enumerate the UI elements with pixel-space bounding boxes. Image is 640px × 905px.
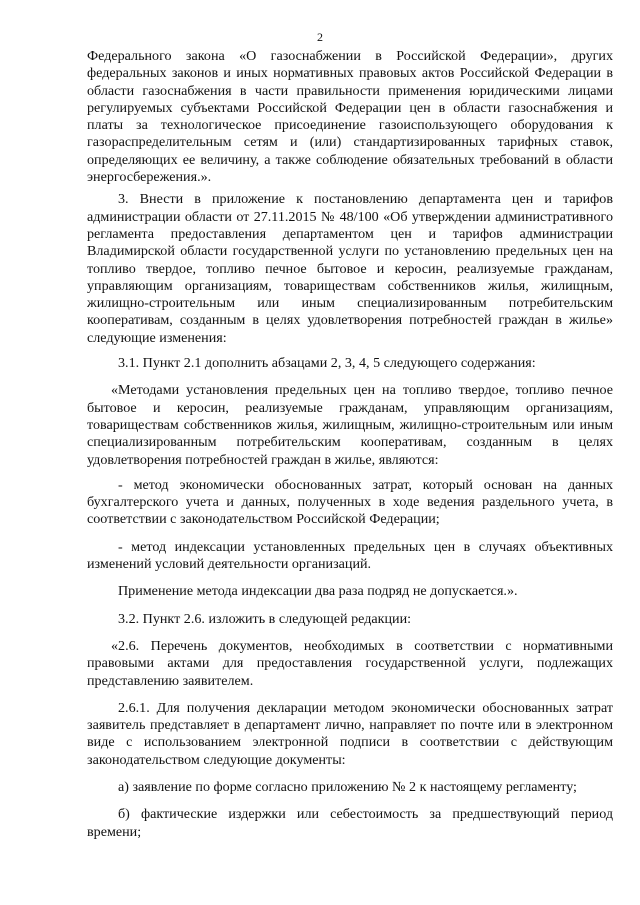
- paragraph-item-2-6: «2.6. Перечень документов, необходимых в соответствии с нормативными правовыми актами для предоставления государственной услуги, подлежащих представлению заявителем.: [87, 637, 613, 689]
- paragraph-law-continuation: Федерального закона «О газоснабжении в Российской Федерации», других федеральных законов и иных нормативных правовых актов Российской Федерации в области газоснабжения в части правильности применения юридическими лицами регулируемых субъектами Российской Федерации цен в области газоснабжения и платы за технологическое присоединение газоиспользующего оборудования к газораспределительным сетям и (или) стандартизированных тарифных ставок, определяющих ее величину, а также соблюдение обязательных требований в области энергосбережения.».: [87, 48, 613, 186]
- paragraph-methods-quote: «Методами установления предельных цен на топливо твердое, топливо печное бытовое и керосин, реализуемые гражданам, управляющим организациям, товариществам собственников жилья, жилищным, жилищно-строительным или иным специализированным потребительским кооперативам, созданным в целях удовлетворения потребностей граждан в жилье, являются:: [87, 382, 613, 468]
- paragraph-item-3-1: 3.1. Пункт 2.1 дополнить абзацами 2, 3, 4, 5 следующего содержания:: [118, 355, 536, 372]
- paragraph-item-3: 3. Внести в приложение к постановлению департамента цен и тарифов администрации области от 27.11.2015 № 48/100 «Об утверждении административного регламента предоставления департаментом цен и тарифов администрации Владимирской области государственной услуги по установлению предельных цен на топливо твердое, топливо печное бытовое и керосин, реализуемые гражданам, управляющим организациям, товариществам собственников жилья, жилищным, жилищно-строительным или иным специализированным потребительским кооперативам, созданным в целях удовлетворения потребностей граждан в жилье» следующие изменения:: [87, 191, 613, 346]
- page-number: 2: [317, 30, 323, 44]
- document-body: [87, 48, 613, 841]
- paragraph-indexation-restriction: Применение метода индексации два раза подряд не допускается.».: [118, 583, 518, 600]
- paragraph-item-3-2: 3.2. Пункт 2.6. изложить в следующей редакции:: [118, 610, 412, 627]
- paragraph-method-economic: - метод экономически обоснованных затрат, который основан на данных бухгалтерского учета и данных, полученных в ходе ведения раздельного учета, в соответствии с законодательством Российской Федерации;: [87, 476, 613, 528]
- paragraph-subitem-b: б) фактические издержки или себестоимость за предшествующий период времени;: [87, 806, 613, 840]
- paragraph-item-2-6-1: 2.6.1. Для получения декларации методом экономически обоснованных затрат заявитель представляет в департамент лично, направляет по почте или в электронном виде с использованием электронной подписи в соответствии с действующим законодательством следующие документы:: [87, 699, 613, 768]
- paragraph-method-indexation: - метод индексации установленных предельных цен в случаях объективных изменений условий деятельности организаций.: [87, 538, 613, 573]
- paragraph-subitem-a: а) заявление по форме согласно приложению № 2 к настоящему регламенту;: [118, 778, 577, 795]
